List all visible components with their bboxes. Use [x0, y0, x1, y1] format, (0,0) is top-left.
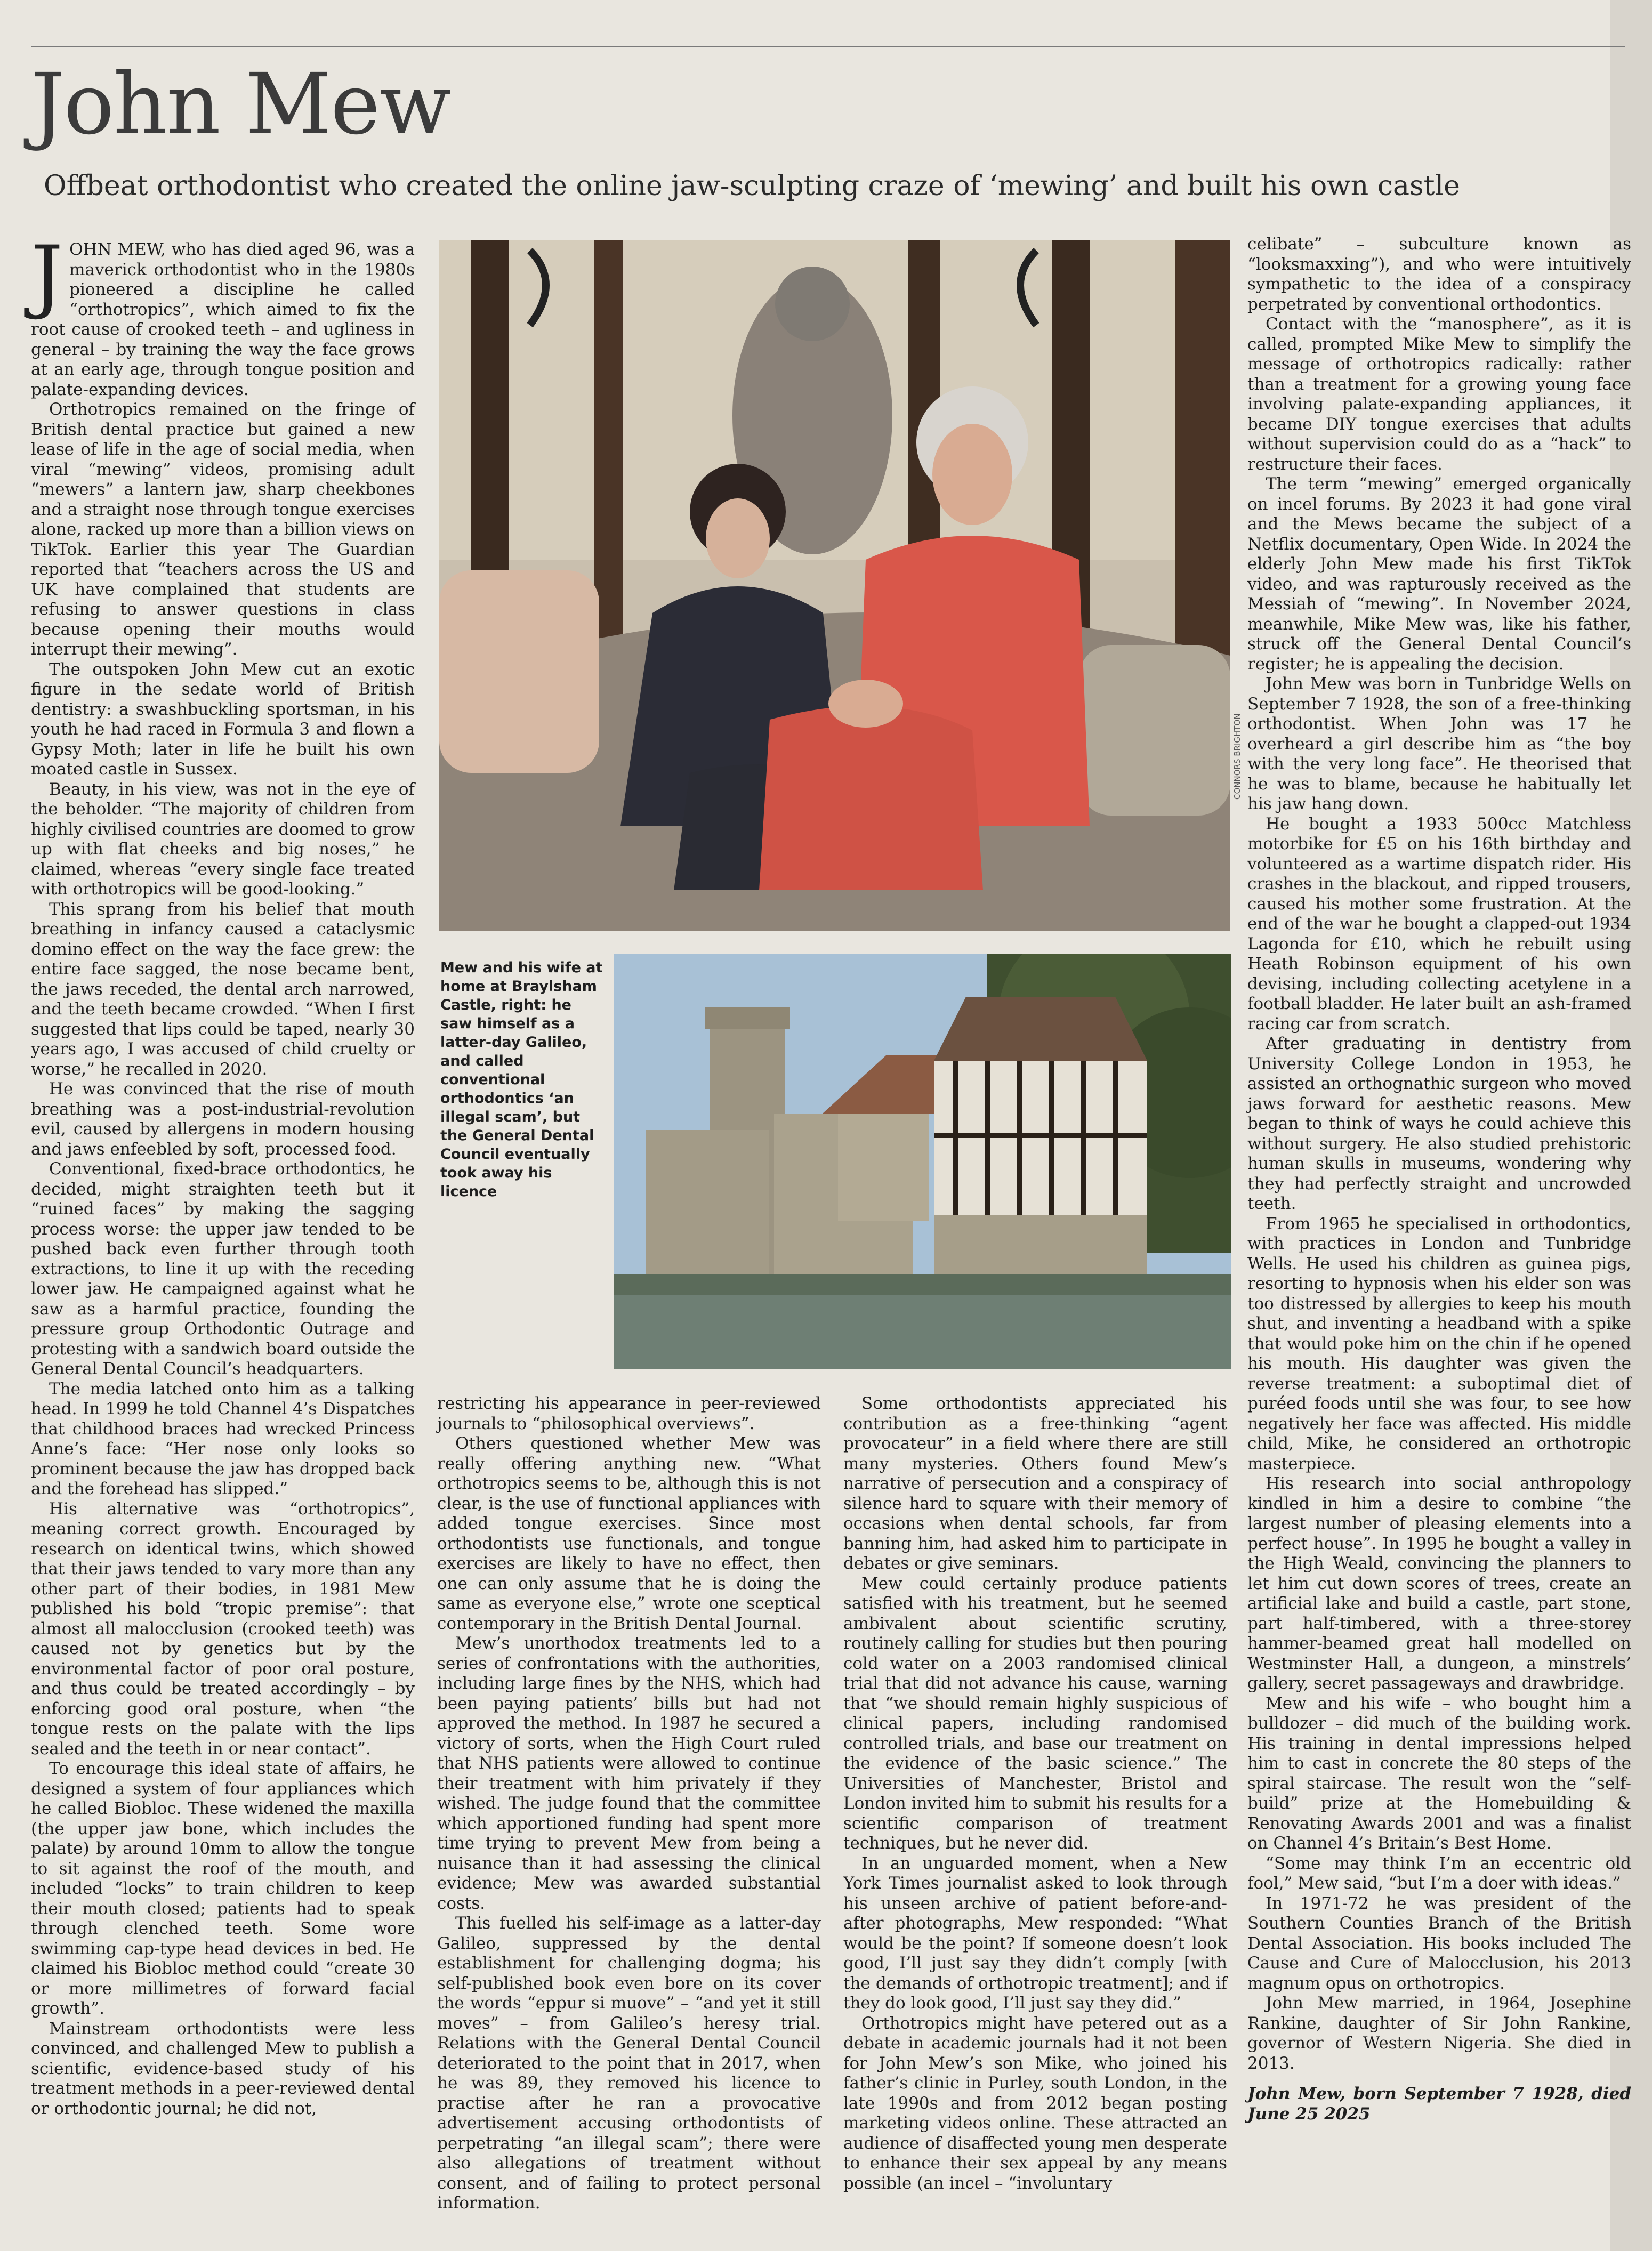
headline: John Mew	[31, 55, 450, 154]
photo-caption: Mew and his wife at home at Braylsham Castle, right: he saw himself as a latter-day Galileo, and called conventional orthodontics ‘an illegal scam’, but the General Dental Council eventually took away his licence	[440, 959, 603, 1200]
castle-illustration	[614, 954, 1231, 1369]
article-column-1	[31, 229, 415, 2119]
paragraph: This sprang from his belief that mouth breathing in infancy caused a cataclysmic domino effect on the way the face grew: the entire face sagged, the nose became bent, the jaws receded, the dental arch narrowed, and the teeth became crowded. “When I first suggested that lips could be taped, nearly 30 years ago, I was accused of child cruelty or worse,” he recalled in 2020.	[31, 899, 415, 1079]
paragraph: Mew’s unorthodox treatments led to a series of confrontations with the authorities, including large fines by the NHS, which had been paying patients’ bills but had not approved the method. In 1987 he secured a victory of sorts, when the High Court ruled that NHS patients were allowed to continue their treatment with him privately if they wished. The judge found that the committee which apportioned funding had spent more time trying to prevent Mew from being a nuisance than it had assessing the clinical evidence; Mew was awarded substantial costs.	[437, 1634, 821, 1913]
paragraph: Others questioned whether Mew was really offering anything new. “What orthotropics seems to be, although this is not clear, is the use of functional appliances with added tongue exercises. Since most orthodontists use functionals, and tongue exercises are likely to have no effect, then one can only assume that he is doing the same as everyone else,” wrote one sceptical contemporary in the British Dental Journal.	[437, 1434, 821, 1633]
photo-mew-and-wife	[439, 240, 1230, 931]
paragraph: Orthotropics remained on the fringe of British dental practice but gained a new lease of life in the age of social media, when viral “mewing” videos, promising adult “mewers” a lantern jaw, sharp cheekbones and a straight nose through tongue exercises alone, racked up more than a billion views on TikTok. Earlier this year The Guardian reported that “teachers across the US and UK have complained that students are refusing to answer questions in class because opening their mouths would interrupt their mewing”.	[31, 400, 415, 659]
paragraph: Some orthodontists appreciated his contribution as a free-thinking “agent provocateur” in a field where there are still many mysteries. Others found Mew’s narrative of persecution and a conspiracy of silence hard to square with their memory of occasions when dental schools, far from banning him, had asked him to participate in debates or give seminars.	[843, 1394, 1227, 1573]
top-rule	[31, 46, 1625, 47]
paragraph: “Some may think I’m an eccentric old fool,” Mew said, “but I’m a doer with ideas.”	[1247, 1853, 1631, 1893]
paragraph: Mainstream orthodontists were less convinced, and challenged Mew to publish a scientific, evidence-based study of his treatment methods in a peer-reviewed dental or orthodontic journal; he did not,	[31, 2019, 415, 2118]
paragraph: He bought a 1933 500cc Matchless motorbike for £5 on his 16th birthday and volunteered as a wartime dispatch rider. His crashes in the blackout, and ripped trousers, caused his mother some frustration. At the end of the war he bought a clapped-out 1934 Lagonda for £10, which he rebuilt using Heath Robinson equipment of his own devising, including collecting acetylene in a football bladder. He later built an ash-framed racing car from scratch.	[1247, 814, 1631, 1034]
photo-credit: CONNORS BRIGHTON	[1232, 713, 1242, 800]
photo-illustration	[439, 240, 1230, 931]
drop-cap: J	[31, 229, 63, 322]
photo-braylsham-castle	[614, 954, 1231, 1369]
paragraph: To encourage this ideal state of affairs, he designed a system of four appliances which he called Biobloc. These widened the maxilla (the upper jaw bone, which includes the palate) by around 10mm to allow the tongue to sit against the roof of the mouth, and included “locks” to train children to keep their mouth closed; patients had to speak through clenched teeth. Some wore swimming cap-type head devices in bed. He claimed his Biobloc method could “create 30 or more millimetres of forward facial growth”.	[31, 1759, 415, 2018]
paragraph: This fuelled his self-image as a latter-day Galileo, suppressed by the dental establishment for challenging dogma; his self-published book even bore on its cover the words “eppur si muove” – “and yet it still moves” – from Galileo’s heresy trial. Relations with the General Dental Council deteriorated to the point that in 2017, when he was 89, they removed his licence to practise after he ran a provocative advertisement accusing orthodontists of perpetrating “an illegal scam”; there were also allegations of treatment without consent, and of failing to protect personal information.	[437, 1914, 821, 2213]
article-column-4	[1247, 235, 1631, 2124]
paragraph: Beauty, in his view, was not in the eye of the beholder. “The majority of children from highly civilised countries are doomed to grow up with flat cheeks and big noses,” he claimed, whereas “every single face treated with orthotropics will be good-looking.”	[31, 779, 415, 899]
paragraph: Mew could certainly produce patients satisfied with his treatment, but he seemed ambivalent about scientific scrutiny, routinely calling for studies but then pouring cold water on a 2003 randomised clinical trial that did not advance his cause, warning that “we should remain highly suspicious of clinical papers, including randomised controlled trials, and base our treatment on the evidence of the basic science.” The Universities of Manchester, Bristol and London invited him to submit his results for a scientific comparison of treatment techniques, but he never did.	[843, 1574, 1227, 1853]
paragraph: In an unguarded moment, when a New York Times journalist asked to look through his unseen archive of patient before-and-after photographs, Mew responded: “What would be the point? If someone doesn’t look good, I’ll just say they didn’t comply [with the demands of orthotropic treatment]; and if they do look good, I’ll just say they did.”	[843, 1853, 1227, 2013]
paragraph: He was convinced that the rise of mouth breathing was a post-industrial-revolution evil, caused by allergens in modern housing and jaws enfeebled by soft, processed food.	[31, 1079, 415, 1159]
paragraph	[31, 229, 415, 400]
standfirst: Offbeat orthodontist who created the online jaw-sculpting craze of ‘mewing’ and built his own castle	[44, 170, 1460, 202]
paragraph: His alternative was “orthotropics”, meaning correct growth. Encouraged by research on identical twins, which showed that their jaws tended to vary more than any other part of their bodies, in 1981 Mew published his bold “tropic premise”: that almost all malocclusion (crooked teeth) was caused not by genetics but by the environmental factor of poor oral posture, and thus could be treated accordingly – by enforcing good oral posture, when “the tongue rests on the palate with the lips sealed and the teeth in or near contact”.	[31, 1499, 415, 1758]
paragraph: John Mew married, in 1964, Josephine Rankine, daughter of Sir John Rankine, governor of Western Nigeria. She died in 2013.	[1247, 1994, 1631, 2073]
paragraph: restricting his appearance in peer-reviewed journals to “philosophical overviews”.	[437, 1394, 821, 1433]
paragraph-text: OHN MEW, who has died aged 96, was a maverick orthodontist who in the 1980s pioneered a discipline he called “orthotropics”, which aimed to fix the root cause of crooked teeth – and ugliness in general – by training the way the face grows at an early age, through tongue position and palate-expanding devices.	[31, 240, 415, 399]
paragraph: celibate” – subculture known as “looksmaxxing”), and who were intuitively sympathetic to the idea of a conspiracy perpetrated by conventional orthodontics.	[1247, 235, 1631, 314]
paragraph: In 1971-72 he was president of the Southern Counties Branch of the British Dental Association. His books included The Cause and Cure of Malocclusion, his 2013 magnum opus on orthotropics.	[1247, 1893, 1631, 1993]
paragraph: His research into social anthropology kindled in him a desire to combine “the largest number of pleasing elements into a perfect house”. In 1995 he bought a valley in the High Weald, convincing the planners to let him cut down scores of trees, create an artificial lake and build a castle, part stone, part half-timbered, with a three-storey hammer-beamed great hall modelled on Westminster Hall, a dungeon, a minstrels’ gallery, secret passageways and drawbridge.	[1247, 1474, 1631, 1693]
article-column-2	[437, 1394, 821, 2214]
paragraph: Mew and his wife – who bought him a bulldozer – did much of the building work. His training in dental impressions helped him to cast in concrete the 80 steps of the spiral staircase. The result won the “self-build” prize at the Homebuilding & Renovating Awards 2001 and was a finalist on Channel 4’s Britain’s Best Home.	[1247, 1693, 1631, 1853]
sign-off: John Mew, born September 7 1928, died June 25 2025	[1247, 2084, 1631, 2124]
paragraph: The media latched onto him as a talking head. In 1999 he told Channel 4’s Dispatches that childhood braces had wrecked Princess Anne’s face: “Her nose only looks so prominent because the jaw has dropped back and the forehead has slipped.”	[31, 1379, 415, 1498]
paragraph: After graduating in dentistry from University College London in 1953, he assisted an orthognathic surgeon who moved jaws forward for aesthetic reasons. Mew began to think of ways he could achieve this without surgery. He also studied prehistoric human skulls in museums, wondering why they had perfectly straight and uncrowded teeth.	[1247, 1034, 1631, 1213]
paragraph: Contact with the “manosphere”, as it is called, prompted Mike Mew to simplify the message of orthotropics radically: rather than a treatment for a growing young face involving palate-expanding appliances, it became DIY tongue exercises that adults without supervision could do as a “hack” to restructure their faces.	[1247, 314, 1631, 474]
paragraph: The outspoken John Mew cut an exotic figure in the sedate world of British dentistry: a swashbuckling sportsman, in his youth he had raced in Formula 3 and flown a Gypsy Moth; later in life he built his own moated castle in Sussex.	[31, 659, 415, 779]
paragraph: The term “mewing” emerged organically on incel forums. By 2023 it had gone viral and the Mews became the subject of a Netflix documentary, Open Wide. In 2024 the elderly John Mew made his first TikTok video, and was rapturously received as the Messiah of “mewing”. In November 2024, meanwhile, Mike Mew was, like his father, struck off the General Dental Council’s register; he is appealing the decision.	[1247, 474, 1631, 674]
paragraph: From 1965 he specialised in orthodontics, with practices in London and Tunbridge Wells. He used his children as guinea pigs, resorting to hypnosis when his elder son was too distressed by allergies to keep his mouth shut, and inventing a headband with a spike that would poke him on the chin if he opened his mouth. His daughter was given the reverse treatment: a suboptimal diet of puréed foods until she was four, to see how negatively her face was affected. His middle child, Mike, he considered an orthotropic masterpiece.	[1247, 1214, 1631, 1473]
paragraph: Conventional, fixed-brace orthodontics, he decided, might straighten teeth but it “ruined faces” by making the sagging process worse: the upper jaw tended to be pushed back even further through tooth extractions, to line it up with the receding lower jaw. He campaigned against what he saw as a harmful practice, founding the pressure group Orthodontic Outrage and protesting with a sandwich board outside the General Dental Council’s headquarters.	[31, 1159, 415, 1378]
paragraph: John Mew was born in Tunbridge Wells on September 7 1928, the son of a free-thinking orthodontist. When John was 17 he overheard a girl describe him as “the boy with the very long face”. He theorised that he was to blame, because he habitually let his jaw hang down.	[1247, 674, 1631, 813]
paragraph: Orthotropics might have petered out as a debate in academic journals had it not been for John Mew’s son Mike, who joined his father’s clinic in Purley, south London, in the late 1990s and from 2012 began posting marketing videos online. These attracted an audience of disaffected young men desperate to enhance their sex appeal by any means possible (an incel – “involuntary	[843, 2013, 1227, 2193]
article-column-3	[843, 1394, 1227, 2193]
